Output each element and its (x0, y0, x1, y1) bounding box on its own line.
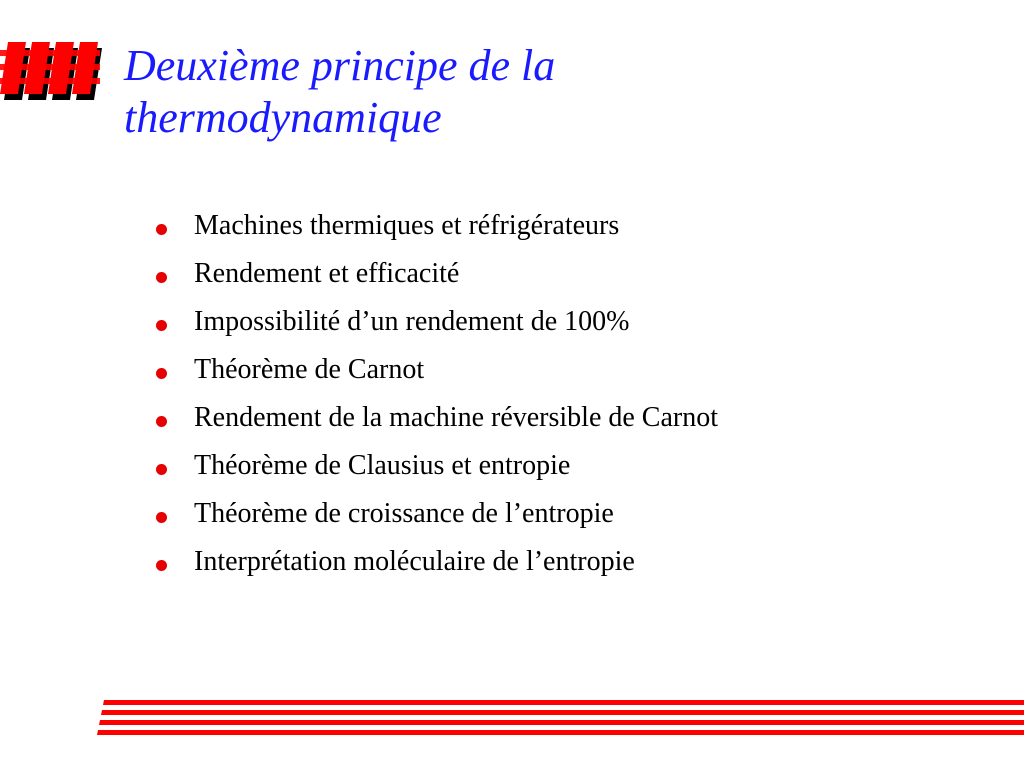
slide-title (124, 40, 555, 144)
list-item (154, 450, 814, 482)
red-dot-bullet-icon (156, 272, 167, 283)
list-item (154, 210, 814, 242)
red-dot-bullet-icon (156, 320, 167, 331)
red-dot-bullet-icon (156, 464, 167, 475)
red-dot-bullet-icon (156, 416, 167, 427)
bullet-text: Impossibilité d’un rendement de 100% (194, 306, 630, 337)
bullet-text: Interprétation moléculaire de l’entropie (194, 546, 635, 577)
red-dot-bullet-icon (156, 368, 167, 379)
slide-title-line-1: Deuxième principe de la (124, 41, 556, 90)
list-item (154, 354, 814, 386)
bullet-text: Rendement de la machine réversible de Carnot (194, 402, 719, 433)
list-item (154, 306, 814, 338)
bullet-text: Théorème de croissance de l’entropie (194, 498, 614, 529)
list-item (154, 546, 814, 578)
bullet-list (154, 210, 814, 594)
red-dot-bullet-icon (156, 560, 167, 571)
red-dot-bullet-icon (156, 224, 167, 235)
bullet-text: Théorème de Carnot (194, 354, 425, 385)
list-item (154, 498, 814, 530)
slide-title-line-2: thermodynamique (124, 93, 442, 142)
striped-bars-logo-icon (0, 42, 108, 100)
red-stripes-decoration-icon (0, 700, 1024, 740)
list-item (154, 258, 814, 290)
bullet-text: Théorème de Clausius et entropie (194, 450, 571, 481)
list-item (154, 402, 814, 434)
bullet-text: Machines thermiques et réfrigérateurs (194, 210, 620, 241)
red-dot-bullet-icon (156, 512, 167, 523)
bullet-text: Rendement et efficacité (194, 258, 460, 289)
